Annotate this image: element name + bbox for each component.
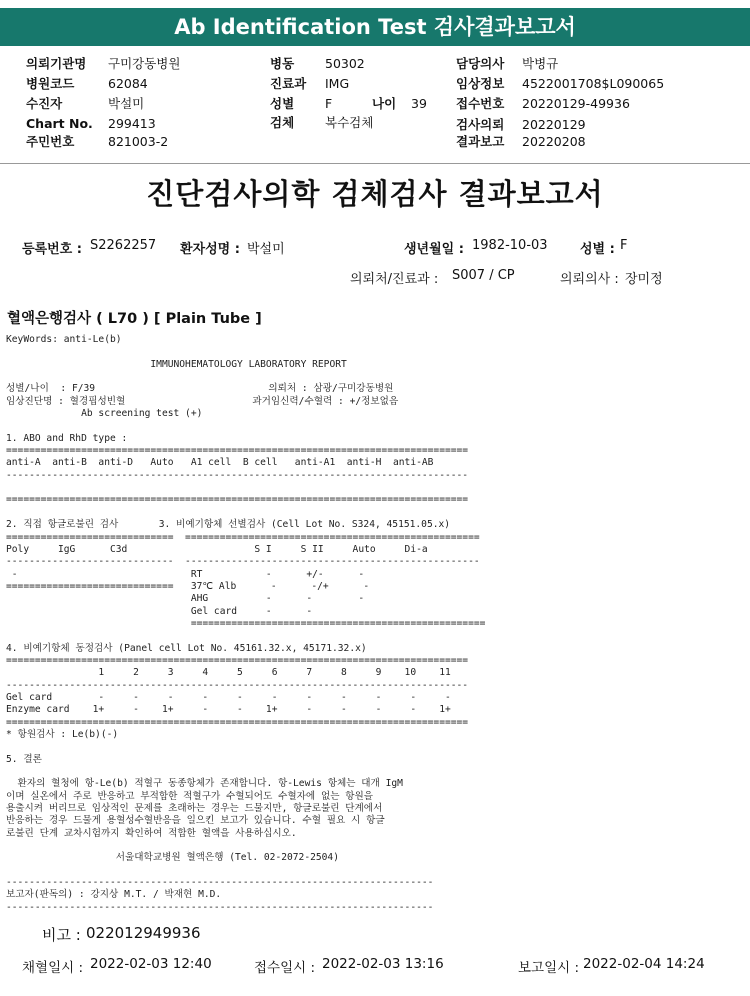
hospital-code-label: 병원코드: [26, 76, 75, 91]
sex-value: F: [325, 96, 333, 111]
report-line: 반응하는 경우 드물게 용혈성수혈반응을 일으킨 보고가 있습니다. 수혈 필요 시 항글: [6, 815, 385, 827]
report-line: [6, 420, 485, 432]
request-date-label: 검사의뢰: [456, 117, 505, 132]
report-time-value: 2022-02-04 14:24: [583, 956, 705, 972]
report-line: 이며 실온에서 주로 반응하고 부적합한 적혈구가 수혈되어도 수혈자에 없는 항원을: [6, 790, 374, 802]
report-line: 4. 비예기항체 동정검사 (Panel cell Lot No. 45161.32.x, 45171.32.x): [6, 642, 367, 654]
birth-date-label: 생년월일 :: [404, 242, 464, 257]
report-line: IMMUNOHEMATOLOGY LABORATORY REPORT: [6, 358, 347, 370]
resident-no-value: 821003-2: [108, 134, 169, 149]
report-line: ----------------------------- ---------------------------------------------------: [6, 556, 480, 568]
department-label: 진료과: [270, 76, 307, 91]
report-line: 5. 결론: [6, 753, 42, 765]
report-line: ============================= ===================================================: [6, 531, 480, 543]
report-line: --------------------------------------------------------------------------: [6, 877, 434, 889]
report-line: anti-A anti-B anti-D Auto A1 cell B cell anti-A1 anti-H anti-AB: [6, 457, 434, 469]
attending-doctor-value: 박병규: [522, 56, 559, 71]
report-line: Gel card - - - - - - - - - - -: [6, 691, 451, 703]
patient-name-value: 박설미: [247, 242, 285, 257]
specimen-value: 복수검체: [325, 115, 374, 130]
report-line: 보고자(판독의) : 강지상 M.T. / 박재현 M.D.: [6, 889, 222, 901]
report-main-title: 진단검사의학 검체검사 결과보고서: [146, 177, 604, 211]
chart-no-label: Chart No.: [26, 116, 93, 131]
immunohematology-report: [6, 334, 485, 914]
report-line: [6, 766, 485, 778]
requesting-doctor-label: 의뢰의사 :: [560, 272, 619, 287]
age-value: 39: [411, 96, 427, 111]
report-title-bar: Ab Identification Test 검사결과보고서: [0, 8, 750, 46]
collection-time-value: 2022-02-03 12:40: [90, 956, 212, 972]
section-title: 혈액은행검사 ( L70 ) [ Plain Tube ]: [7, 311, 262, 327]
report-line: [6, 741, 485, 753]
ward-value: 50302: [325, 56, 365, 71]
report-line: Enzyme card 1+ - 1+ - - 1+ - - - - 1+: [6, 704, 451, 716]
report-line: ================================================================================: [6, 716, 469, 728]
report-line: ============================= 37℃ Alb - -/+ -: [6, 580, 370, 592]
receipt-time-label: 접수일시 :: [254, 960, 316, 976]
clinical-info-value: 4522001708$L090065: [522, 76, 665, 91]
report-line: KeyWords: anti-Le(b): [6, 334, 122, 345]
resident-no-label: 주민번호: [26, 134, 75, 149]
report-line: 성별/나이 : F/39 의뢰처 : 삼광/구미강동병원: [6, 383, 394, 395]
accession-no-label: 접수번호: [456, 96, 505, 111]
report-line: [6, 507, 485, 519]
report-line: * 항원검사 : Le(b)(-): [6, 729, 119, 740]
report-line: [6, 346, 485, 358]
report-line: 서울대학교병원 혈액은행 (Tel. 02-2072-2504): [6, 852, 339, 864]
report-line: 용출시켜 버리므로 임상적인 문제를 초래하는 경우는 드물지만, 항글로불린 단계에서: [6, 803, 383, 815]
report-line: ================================================================================: [6, 654, 469, 666]
report-line: ================================================================================: [6, 494, 469, 506]
report-line: [6, 630, 485, 642]
clinical-info-label: 임상정보: [456, 76, 505, 91]
collection-time-label: 채혈일시 :: [22, 960, 84, 976]
report-date-label: 결과보고: [456, 134, 505, 149]
requesting-dept-label: 의뢰처/진료과 :: [350, 272, 439, 287]
hospital-code-value: 62084: [108, 76, 148, 91]
request-date-value: 20220129: [522, 117, 586, 132]
birth-date-value: 1982-10-03: [472, 238, 548, 253]
report-line: 임상진단명 : 혈경핍성빈혈 과거임신력/수혈력 : +/정보없음: [6, 395, 399, 407]
patient-info: [0, 0, 750, 290]
report-line: 2. 직접 항글로불린 검사 3. 비예기항체 선별검사 (Cell Lot No. S324, 45151.05.x): [6, 519, 451, 531]
registration-no-label: 등록번호 :: [22, 242, 82, 257]
report-line: Ab screening test (+): [6, 408, 203, 420]
sex-label: 성별: [270, 96, 295, 111]
report-line: 1 2 3 4 5 6 7 8 9 10 11: [6, 667, 451, 679]
attending-doctor-label: 담당의사: [456, 56, 505, 71]
note-label: 비고 :: [42, 926, 81, 944]
report-date-value: 20220208: [522, 134, 586, 149]
report-line: --------------------------------------------------------------------------------: [6, 469, 469, 481]
report-line: [6, 865, 485, 877]
requesting-doctor-value: 장미정: [625, 272, 663, 287]
report-line: ================================================================================: [6, 445, 469, 457]
hospital-name-value: 구미강동병원: [108, 56, 181, 71]
report-line: [6, 840, 485, 852]
report-line: [6, 482, 485, 494]
receipt-time-value: 2022-02-03 13:16: [322, 956, 444, 972]
ward-label: 병동: [270, 56, 295, 71]
report-line: - RT - +/- -: [6, 568, 365, 580]
report-line: [6, 371, 485, 383]
report-line: 1. ABO and RhD type :: [6, 432, 128, 444]
report-line: --------------------------------------------------------------------------------: [6, 679, 469, 691]
age-label: 나이: [372, 96, 397, 111]
report-line: ===================================================: [6, 617, 486, 629]
note-value: 022012949936: [86, 924, 201, 942]
report-line: Gel card - -: [6, 605, 313, 617]
patient-name-label: 환자성명 :: [180, 242, 240, 257]
department-value: IMG: [325, 76, 350, 91]
patient-sex-value: F: [620, 238, 628, 253]
patient-value: 박설미: [108, 96, 145, 111]
registration-no-value: S2262257: [90, 238, 157, 253]
report-line: Poly IgG C3d S I S II Auto Di-a: [6, 543, 428, 555]
report-line: --------------------------------------------------------------------------: [6, 901, 434, 913]
report-time-label: 보고일시 :: [518, 960, 580, 976]
report-line: AHG - - -: [6, 593, 365, 605]
patient-label: 수진자: [26, 96, 63, 111]
hospital-name-label: 의뢰기관명: [26, 56, 87, 71]
requesting-dept-value: S007 / CP: [452, 268, 515, 283]
report-line: 환자의 혈청에 항-Le(b) 적혈구 동종항체가 존재합니다. 항-Lewis 항체는 대개 IgM: [6, 778, 403, 790]
accession-no-value: 20220129-49936: [522, 96, 630, 111]
patient-sex-label: 성별 :: [580, 242, 615, 257]
report-line: 로불린 단계 교차시험까지 확인하여 적합한 혈액을 사용하십시오.: [6, 827, 297, 839]
chart-no-value: 299413: [108, 116, 156, 131]
specimen-label: 검체: [270, 115, 295, 130]
